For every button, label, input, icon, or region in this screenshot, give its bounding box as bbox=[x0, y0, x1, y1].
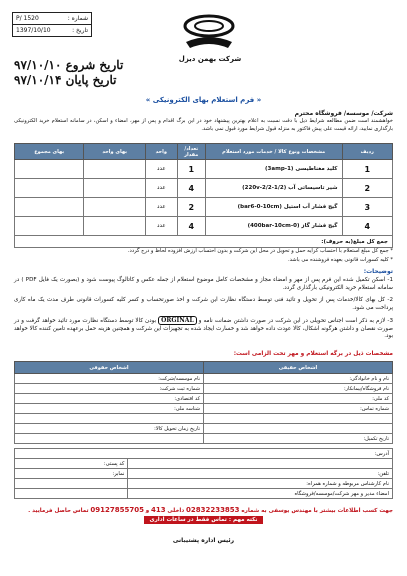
col-total-header: بهای مجموع bbox=[15, 144, 84, 160]
field-economic-code[interactable]: کد اقتصادی: bbox=[15, 394, 204, 404]
field-address-cont[interactable] bbox=[128, 459, 393, 469]
date-value: 1397/10/10 bbox=[16, 27, 51, 34]
note-1: 1- اسکن تکمیل شده این فرم پس از مهر و امضاء مجاز و مشخصات کامل موضوع استعلام از جمله عکس و کاتالوگ پیوست شود و (بصورت یک فایل PDF ) در سامانه استعلام خرید الکترونیکی بارگذاری گردد. bbox=[14, 277, 393, 291]
items-table bbox=[14, 143, 393, 248]
supplier-info-title: مشخصات ذیل در برگه استعلام و مهر تحت الزامی است: bbox=[233, 351, 393, 357]
start-date: تاریخ شروع ۹۷/۱۰/۱۰ bbox=[14, 58, 124, 72]
legal-person-header: اشخاص حقوقی bbox=[15, 362, 204, 374]
footer-hours bbox=[0, 517, 407, 523]
field-national-id[interactable]: شناسه ملی: bbox=[15, 404, 204, 414]
row-qty: 2 bbox=[177, 198, 205, 217]
row-desc: گیج فشار آب استیل (bar6-0-10cm) bbox=[205, 198, 342, 217]
document-reference-box bbox=[12, 12, 92, 37]
row-index: 4 bbox=[342, 217, 392, 236]
table-row bbox=[15, 179, 393, 198]
row-unit: عدد bbox=[145, 160, 177, 179]
field-blank[interactable] bbox=[15, 489, 128, 499]
footer-end: تماس حاصل فرمایید . bbox=[28, 508, 89, 514]
field-fax[interactable]: نمابر: bbox=[15, 469, 128, 479]
table-row bbox=[15, 160, 393, 179]
row-total[interactable] bbox=[15, 217, 84, 236]
col-unit-header: واحد bbox=[145, 144, 177, 160]
field-registration-number[interactable]: شماره ثبت شرکت: bbox=[15, 384, 204, 394]
col-desc-header: مشخصات ونوع کالا / خدمات مورد استعلام bbox=[205, 144, 342, 160]
total-row bbox=[15, 236, 393, 248]
company-name: شرکت بهمن دیزل bbox=[178, 55, 242, 63]
row-index: 2 bbox=[342, 179, 392, 198]
note-2: 2- کل بهای کالا/خدمات پس از تحویل و تائید فنی توسط دستگاه نظارت این شرکت و اخذ صورتحساب و کسر کلیه کسورات قانونی طرف مدت یک ماه کاری پرداخت می شود. bbox=[14, 297, 393, 311]
field-shop-name[interactable]: نام فروشگاه/پیمانکار: bbox=[204, 384, 393, 394]
row-desc: کلید مغناطیسی (1-3amp) bbox=[205, 160, 342, 179]
footer-contact bbox=[14, 506, 393, 514]
contact-table bbox=[14, 448, 393, 499]
footer-phone-2: 09127855705 bbox=[90, 506, 144, 514]
company-logo bbox=[180, 12, 238, 52]
real-person-header: اشخاص حقیقی bbox=[204, 362, 393, 374]
date-label: تاریخ : bbox=[72, 27, 88, 34]
field-blank[interactable] bbox=[204, 414, 393, 424]
row-qty: 1 bbox=[177, 160, 205, 179]
footer-and: و bbox=[145, 508, 150, 514]
footer-hours-text: نکته مهم : تماس فقط در ساعات اداری bbox=[144, 516, 262, 524]
note-3-part-b: بودن کالا توسط دستگاه نظارت مورد تائید خواهد گرفت و در صورت نقصان و داشتن هرگونه اشکال، کالا عودت داده خواهد شد و خسارت ایجاد شده به تجهیزات این شرکت و همچنین هزینه حمل برعهده تامین کننده کالا خواهد بود. bbox=[14, 318, 393, 340]
number-label: شماره : bbox=[67, 15, 88, 22]
field-phone[interactable]: شماره تماس: bbox=[204, 404, 393, 414]
row-qty: 4 bbox=[177, 217, 205, 236]
table-row bbox=[15, 198, 393, 217]
row-price[interactable] bbox=[84, 198, 146, 217]
footer-inner: 413 bbox=[151, 506, 166, 514]
note-bullet-2: * کلیه کسورات قانونی بعهده فروشنده می باشد. bbox=[287, 257, 393, 263]
notes-title: توضیحات: bbox=[363, 268, 393, 275]
col-price-header: بهای واحد bbox=[84, 144, 146, 160]
field-blank[interactable] bbox=[204, 424, 393, 434]
form-title: « فرم استعلام بهای الکترونیکی » bbox=[145, 96, 262, 104]
field-expert[interactable]: نام کارشناس مربوطه و شماره همراه: bbox=[128, 479, 393, 489]
field-address[interactable]: آدرس: bbox=[15, 449, 393, 459]
footer-contact-text: جهت کسب اطلاعات بیشتر با مهندس یوسفی به شماره bbox=[241, 508, 393, 514]
total-label: جمع کل مبلغ(به حروف): bbox=[15, 236, 393, 248]
row-unit: عدد bbox=[145, 217, 177, 236]
field-blank[interactable] bbox=[15, 479, 128, 489]
intro-text: خواهشمند است ضمن مطالعه شرایط ذیل با دقت نسبت به اعلام بهترین پیشنهاد خود در این برگ اقدام و پس از مهر، امضاء و اسکن، در سامانه استعلام خرید الکترونیکی بارگذاری نمایید، ارائه قیمت علی پیش فاکتور به منزله قبول شرایط مورد قبول نمی باشد. bbox=[14, 118, 393, 132]
footer-inner-label: داخلی bbox=[167, 508, 185, 514]
row-price[interactable] bbox=[84, 217, 146, 236]
row-unit: عدد bbox=[145, 198, 177, 217]
row-desc: شیر تاسیساتی آب (1/2-2/2-220v) bbox=[205, 179, 342, 198]
number-value: P/ 1520 bbox=[16, 15, 39, 22]
row-price[interactable] bbox=[84, 160, 146, 179]
row-index: 3 bbox=[342, 198, 392, 217]
row-unit: عدد bbox=[145, 179, 177, 198]
table-row bbox=[15, 217, 393, 236]
field-national-code[interactable]: کد ملی: bbox=[204, 394, 393, 404]
field-delivery-time[interactable]: تاریخ زمان تحویل کالا: bbox=[15, 424, 204, 434]
row-qty: 4 bbox=[177, 179, 205, 198]
note-3 bbox=[14, 317, 393, 341]
row-total[interactable] bbox=[15, 160, 84, 179]
end-date: تاریخ پایان ۹۷/۱۰/۱۴ bbox=[14, 73, 117, 87]
row-total[interactable] bbox=[15, 198, 84, 217]
supplier-info-table bbox=[14, 361, 393, 444]
row-total[interactable] bbox=[15, 179, 84, 198]
field-tel[interactable]: تلفن: bbox=[128, 469, 393, 479]
note-bullet-1: * جمع کل مبلغ استعلام با احتساب کرایه حمل و تحویل در محل این شرکت و بدون احتساب ارزش افزوده لحاظ و درج گردد. bbox=[127, 248, 393, 254]
row-price[interactable] bbox=[84, 179, 146, 198]
note-3-part-a: 3- لازم به ذکر است اجناس تحویلی در این شرکت در صورت داشتن ضمانت نامه و bbox=[198, 318, 394, 324]
field-stamp[interactable]: امضاء مدیر و مهر شرکت/موسسه/فروشگاه bbox=[128, 489, 393, 499]
table-header-row bbox=[15, 144, 393, 160]
footer-phone-1: 02832233853 bbox=[185, 506, 240, 514]
col-row-header: ردیف bbox=[342, 144, 392, 160]
field-company-name[interactable]: نام موسسه/شرکت: bbox=[15, 374, 204, 384]
greeting: شرکت/ موسسه/ فروشگاه محترم bbox=[294, 110, 393, 117]
field-full-name[interactable]: نام و نام خانوادگی: bbox=[204, 374, 393, 384]
field-postal-code[interactable]: کد پستی: bbox=[15, 459, 128, 469]
field-blank[interactable] bbox=[15, 434, 204, 444]
col-qty-header: تعداد/ مقدار bbox=[177, 144, 205, 160]
row-desc: گیج فشار گاز (0-400bar-10cm) bbox=[205, 217, 342, 236]
signature-title: رئیس اداره پشتیبانی bbox=[172, 537, 235, 544]
field-completion-date[interactable]: تاریخ تکمیل: bbox=[204, 434, 393, 444]
field-blank[interactable] bbox=[15, 414, 204, 424]
row-index: 1 bbox=[342, 160, 392, 179]
original-badge: ORGINAL bbox=[158, 316, 197, 325]
